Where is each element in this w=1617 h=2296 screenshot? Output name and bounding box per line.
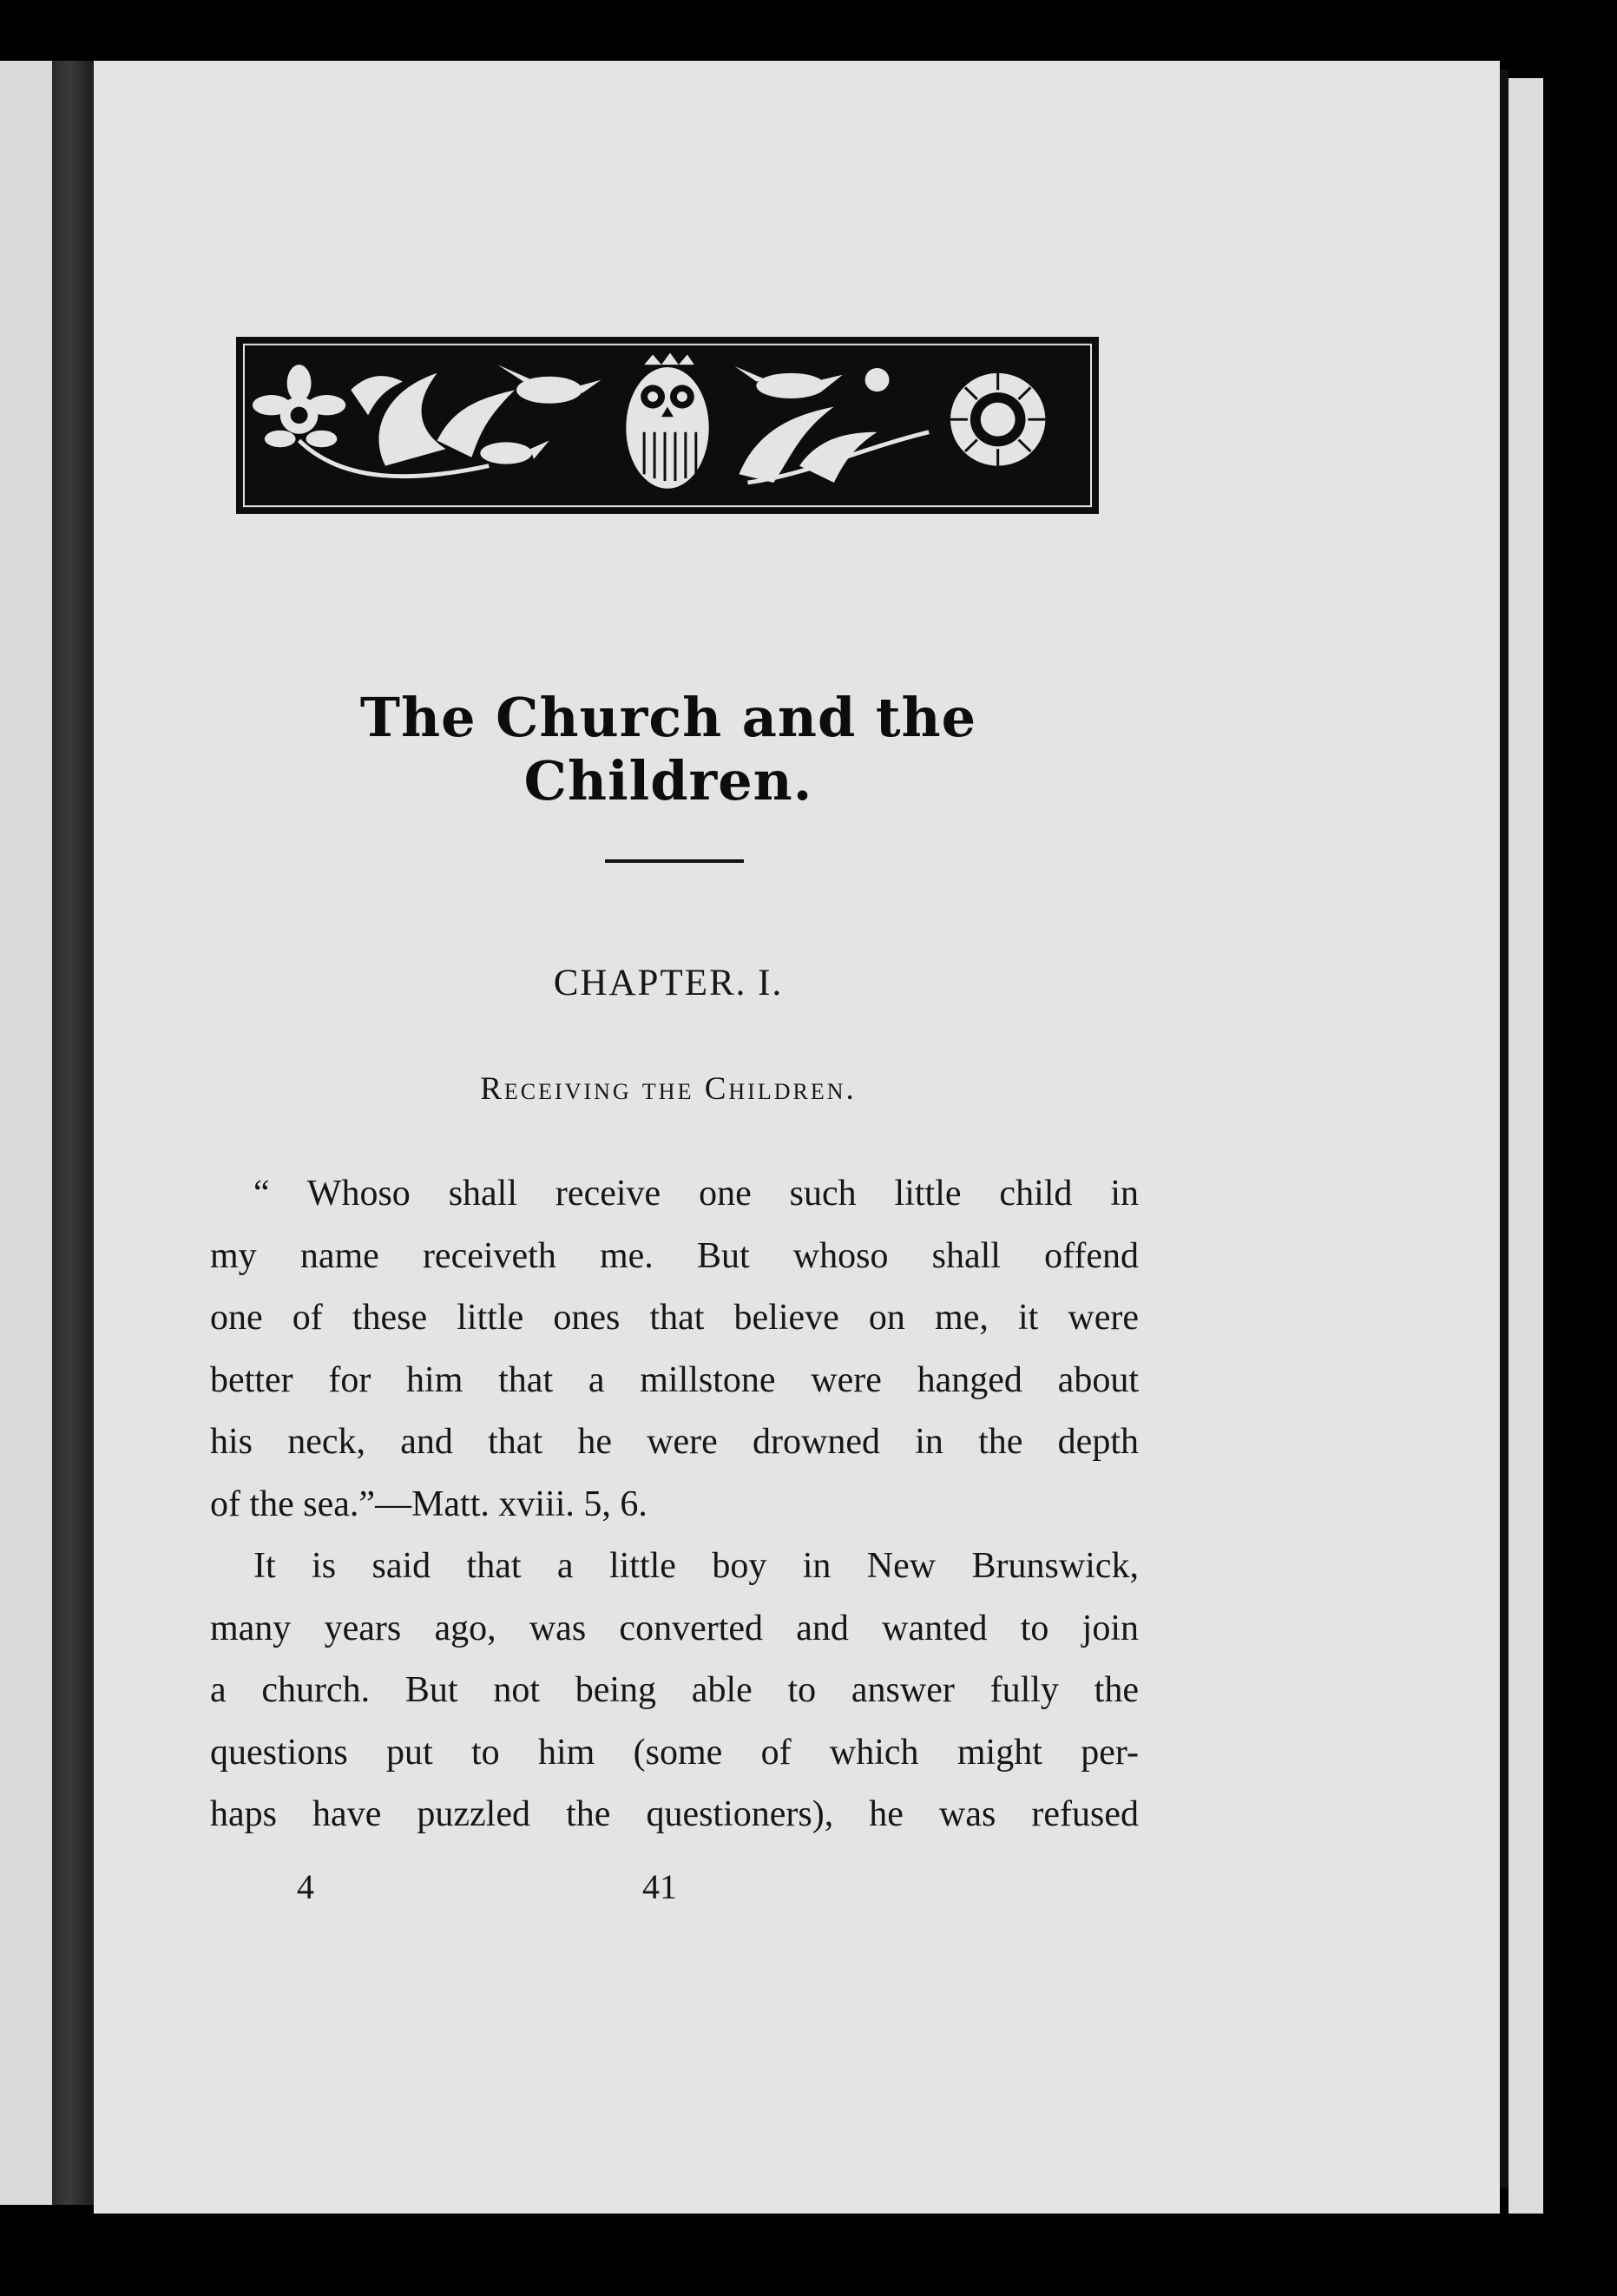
- left-page-edge: [0, 61, 52, 2205]
- page-number: 41: [642, 1867, 677, 1906]
- text-line: It is said that a little boy in New Brunswick,: [253, 1546, 1139, 1586]
- signature-mark: 4: [297, 1867, 314, 1906]
- text-line: many years ago, was converted and wanted to join: [210, 1608, 1139, 1648]
- book-spine: [52, 61, 95, 2205]
- chapter-subtitle: Receiving the Children.: [480, 1071, 857, 1107]
- page-title: The Church and the Children.: [359, 686, 977, 812]
- cover-edge: [1509, 78, 1543, 2214]
- text-line: “ Whoso shall receive one such little child in: [253, 1174, 1139, 1214]
- text-line: questions put to him (some of which might per-: [210, 1732, 1139, 1773]
- text-line: one of these little ones that believe on me, it were: [210, 1298, 1139, 1338]
- text-line: haps have puzzled the questioners), he was refused: [210, 1794, 1139, 1834]
- page-right-edge: [1500, 69, 1509, 2187]
- text-line: better for him that a millstone were hanged about: [210, 1359, 1139, 1400]
- text-line: his neck, and that he were drowned in the depth: [210, 1422, 1139, 1462]
- text-line: of the sea.”—Matt. xviii. 5, 6.: [210, 1484, 647, 1524]
- text-line: a church. But not being able to answer fully the: [210, 1670, 1139, 1710]
- body-text: [210, 1163, 1139, 1846]
- text-line: my name receiveth me. But whoso shall offend: [210, 1235, 1139, 1276]
- floral-owl-headpiece-icon: [236, 337, 1099, 514]
- chapter-heading: CHAPTER. I.: [553, 963, 784, 1003]
- title-divider: [605, 859, 744, 863]
